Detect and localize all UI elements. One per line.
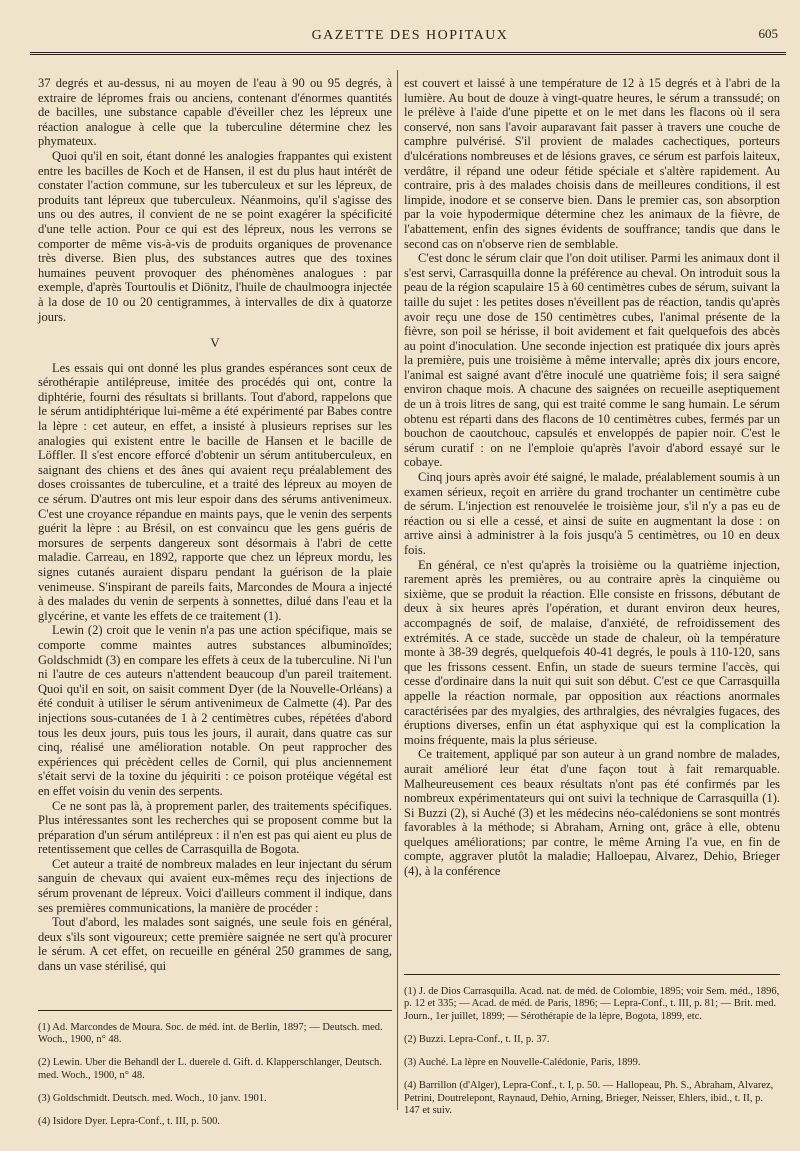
page-header <box>38 26 782 50</box>
footnote: (3) Goldschmidt. Deutsch. med. Woch., 10 janv. 1901. <box>38 1092 267 1104</box>
left-footnotes <box>38 1002 392 1139</box>
paragraph: Ce traitement, appliqué par son auteur à un grand nombre de malades, aurait amélioré leur état d'une façon tout à fait remarquable. Malheureusement ces beaux résultats n'ont pas été confirmés par les nombreux expérimentateurs qui ont suivi la technique de Carrasquilla (1). Si Buzzi (2), si Auché (3) et les médecins néo-calédoniens se sont montrés favorables à la méthode; si Abraham, Arning ont, grâce à elle, obtenu quelques améliorations; par contre, le même Arning l'a vue, en fin de compte, aggraver plutôt la maladie; Halloepau, Alvarez, Dehio, Brieger (4), à la conférence <box>404 747 780 879</box>
footnote: (2) Buzzi. Lepra-Conf., t. II, p. 37. <box>404 1033 550 1045</box>
section-numeral: V <box>210 335 220 351</box>
right-footnotes <box>404 966 780 1128</box>
paragraph: Les essais qui ont donné les plus grandes espérances sont ceux de sérothérapie antilépreuse, imitée des procédés qui ont, contre la diphtérie, fourni des résultats si brillants. Tout d'abord, rappelons que le sérum antidiphtérique lui-même a été expérimenté par Babes contre la lèpre : cet auteur, en effet, a insisté à plusieurs reprises sur les analogies qui existent entre le bacille de Hansen et le bacille de Löffler. Il s'est encore efforcé d'obtenir un sérum antituberculeux, en saignant des chiens et des ânes qui avaient reçu préalablement des doses croissantes de tuberculine, et a traité des lépreux au moyen de ce sérum. D'autres ont mis leur espoir dans des sérums antivenimeux. C'est une croyance répandue en maints pays, que le venin des serpents guérit la lèpre : au Brésil, on est convaincu que les gens guéris de morsures de serpents dangereux sont désormais à l'abri de cette maladie. Carreau, en 1892, rapporte que chez un lépreux mordu, les signes cutanés auraient disparu pendant la guérison de la plaie venimeuse. S'inspirant de pareils faits, Marcondes de Moura a injecté à des malades du venin de serpents à sonnettes, dilué dans l'eau et la glycérine, et vante les effets de ce traitement (1). <box>38 360 392 623</box>
paragraph: 37 degrés et au-dessus, ni au moyen de l'eau à 90 ou 95 degrés, à extraire de lépromes frais ou anciens, contenant d'énormes quantités de bacilles, une substance capable d'éveiller chez les lépreux une réaction analogue à celle que la tuberculine détermine chez les phymateux. <box>38 76 392 149</box>
footnote-rule <box>404 974 780 975</box>
paragraph: C'est donc le sérum clair que l'on doit utiliser. Parmi les animaux dont il s'est servi, Carrasquilla donne la préférence au cheval. On introduit sous la peau de la région scapulaire 15 à 60 centimètres cubes de sérum, suivant la taille du sujet : les petites doses n'éveillent pas de réaction, tandis qu'après avoir reçu une dose de 150 centimètres cubes, l'animal présente de la fièvre, son poil se hérisse, il boit avidement et fait quelquefois des abcès au point d'inoculation. Une seconde injection est pratiquée dix jours après la première, puis une troisième à même intervalle; après dix jours encore, l'animal est saigné avant d'être inoculé une quatrième fois; il sera saigné environ chaque mois. A chacune des saignées on recueille aseptiquement de un à trois litres de sang, qui est traité comme le sang humain. Le sérum obtenu est réparti dans des flacons de 10 centimètres cubes, fermés par un bouchon de caoutchouc, capsulés et enveloppés de papier noir. C'est le sérum curatif : on ne l'emploie qu'après l'avoir d'abord essayé sur le cobaye. <box>404 251 780 470</box>
header-rule <box>30 52 786 55</box>
page-number: 605 <box>758 26 778 41</box>
paragraph: Cinq jours après avoir été saigné, le malade, préalablement soumis à un examen sérieux, reçoit en arrière du grand trochanter un centimètre cube de sérum. L'injection est renouvelée le troisième jour, s'il n'y a pas eu de réaction ou si elle a cessé, et ainsi de suite en augmentant la dose : on arrive ainsi à administrer à la fois jusqu'à 5 centimètres, ou 10 en deux fois. <box>404 470 780 557</box>
column-divider <box>397 70 398 1110</box>
paragraph: Quoi qu'il en soit, étant donné les analogies frappantes qui existent entre les bacilles de Koch et de Hansen, il est du plus haut intérêt de constater l'action commune, sur les tuberculeux et sur les lépreux, de produits tant lépreux que tuberculeux. Néanmoins, qu'il s'agisse des uns ou des autres, il convient de ne se point exagérer la spécificité d'une telle action. Pour ce qui est des lépreux, nous les verrons se comporter de même vis-à-vis de produits organiques de provenance très diverse. Bien plus, des substances autres que des toxines humaines peuvent provoquer des phénomènes analogues : par exemple, d'après Tourtoulis et Diönitz, l'huile de chaulmoogra injectée à la dose de 10 ou 20 centigrammes, à intervalles de dix à quatorze jours. <box>38 148 392 324</box>
footnote: (1) J. de Dios Carrasquilla. Acad. nat. de méd. de Colombie, 1895; voir Sem. méd., 1896, p. 12 et 335; — Acad. de méd. de Paris, 1896; — Lepra-Conf., t. III, p. 81; — Brit. med. Journ., 1er juillet, 1899; — Sérothérapie de la lèpre, Bogota, 1899, etc. <box>404 985 780 1022</box>
journal-title: GAZETTE DES HOPITAUX <box>311 28 509 43</box>
footnote: (3) Auché. La lèpre en Nouvelle-Calédonie, Paris, 1899. <box>404 1056 641 1068</box>
right-column <box>404 76 780 879</box>
left-column <box>38 76 392 974</box>
footnote: (4) Isidore Dyer. Lepra-Conf., t. III, p. 500. <box>38 1115 220 1127</box>
paragraph: Tout d'abord, les malades sont saignés, une seule fois en général, deux s'ils sont vigoureux; cette première saignée ne sert qu'à procurer le sérum. A cet effet, on recueille en général 250 grammes de sang, dans un vase stérilisé, qui <box>38 915 392 974</box>
footnote-rule <box>38 1010 392 1011</box>
paragraph: est couvert et laissé à une température de 12 à 15 degrés et à l'abri de la lumière. Au bout de douze à vingt-quatre heures, le sérum a transsudé; on le prélève à l'aide d'une pipette et on le met dans les flacons où il sera conservé, non sans l'avoir auparavant fait passer à travers une couche de camphre pulvérisé. S'il provient de malades cachectiques, porteurs d'ulcérations nombreuses et de lésions graves, ce sérum est parfois laiteux, verdâtre, il répand une odeur fétide spéciale et s'altère rapidement. Au contraire, pris à des malades choisis dans de meilleures conditions, il est limpide, inodore et se conserve bien. Dans le premier cas, son absorption par la voie hypodermique détermine chez les animaux de la fièvre, de l'abattement, enfin des signes évidents de souffrance; tandis que dans le second cas on n'observe rien de semblable. <box>404 76 780 251</box>
footnote: (2) Lewin. Uber die Behandl der L. duerele d. Gift. d. Klapperschlanger, Deutsch. med. Woch., 1900, n° 48. <box>38 1057 382 1081</box>
footnote: (4) Barrillon (d'Alger), Lepra-Conf., t. I, p. 50. — Hallopeau, Ph. S., Abraham, Alvarez, Petrini, Doutrelepont, Raynaud, Dehio, Arning, Brieger, Neisser, Ehlers, ibid., t. II, p. 147 et suiv. <box>404 1079 774 1117</box>
paragraph: Cet auteur a traité de nombreux malades en leur injectant du sérum sanguin de chevaux qui avaient eux-mêmes reçu des injections de sérum provenant de lépreux. Voici d'ailleurs comment il indique, dans ses premières communications, la manière de procéder : <box>38 856 392 915</box>
paragraph: En général, ce n'est qu'après la troisième ou la quatrième injection, rarement après les premières, ou au contraire après la cinquième ou sixième, que se produit la réaction. Elle consiste en frissons, débutant de deux à six heures après l'opération, et durant environ deux heures, accompagnés de soif, de malaise, d'anxiété, de refroidissement des extrémités. A ce stade, succède un stade de chaleur, où la température monte à 38-39 degrés, quelquefois 40-41 degrés, le pouls à 110-120, sans que les frissons cessent. Enfin, un stade de sueurs termine l'accès, qui cesse d'ordinaire dans la nuit qui suit son début. C'est ce que Carrasquilla appelle la réaction normale, par opposition aux réactions anormales caractérisées par des myalgies, des arthralgies, des névralgies fugaces, des éruptions diverses, enfin un état asphyxique qui est la complication la moins fréquente, mais la plus sérieuse. <box>404 557 780 747</box>
paragraph: Ce ne sont pas là, à proprement parler, des traitements spécifiques. Plus intéressantes sont les recherches qui se proposent comme but la préparation d'un sérum antilépreux : il n'en est pas qui aient eu plus de retentissement que celles de Carrasquilla de Bogota. <box>38 798 392 857</box>
footnote: (1) Ad. Marcondes de Moura. Soc. de méd. int. de Berlin, 1897; — Deutsch. med. Woch., 1900, n° 48. <box>38 1021 383 1046</box>
paragraph: Lewin (2) croit que le venin n'a pas une action spécifique, mais se comporte comme maintes autres substances albuminoïdes; Goldschmidt (3) en compare les effets à ceux de la tuberculine. Ni l'un ni l'autre de ces auteurs n'attendent beaucoup d'un pareil traitement. Quoi qu'il en soit, on saisit comment Dyer (de la Nouvelle-Orléans) a été conduit à utiliser le sérum antivenimeux de Calmette (4). Par des injections sous-cutanées de 1 à 2 centimètres cubes, répétées d'abord tous les deux jours, puis tous les jours, il aurait, dans quatre cas sur cinq, réalisé une amélioration notable. On peut rapprocher des expériences qui précèdent celles de Cornil, qui plus anciennement s'était servi de la toxine du jéquiriti : ce poison protéique végétal est en effet voisin du venin des serpents. <box>38 623 392 798</box>
